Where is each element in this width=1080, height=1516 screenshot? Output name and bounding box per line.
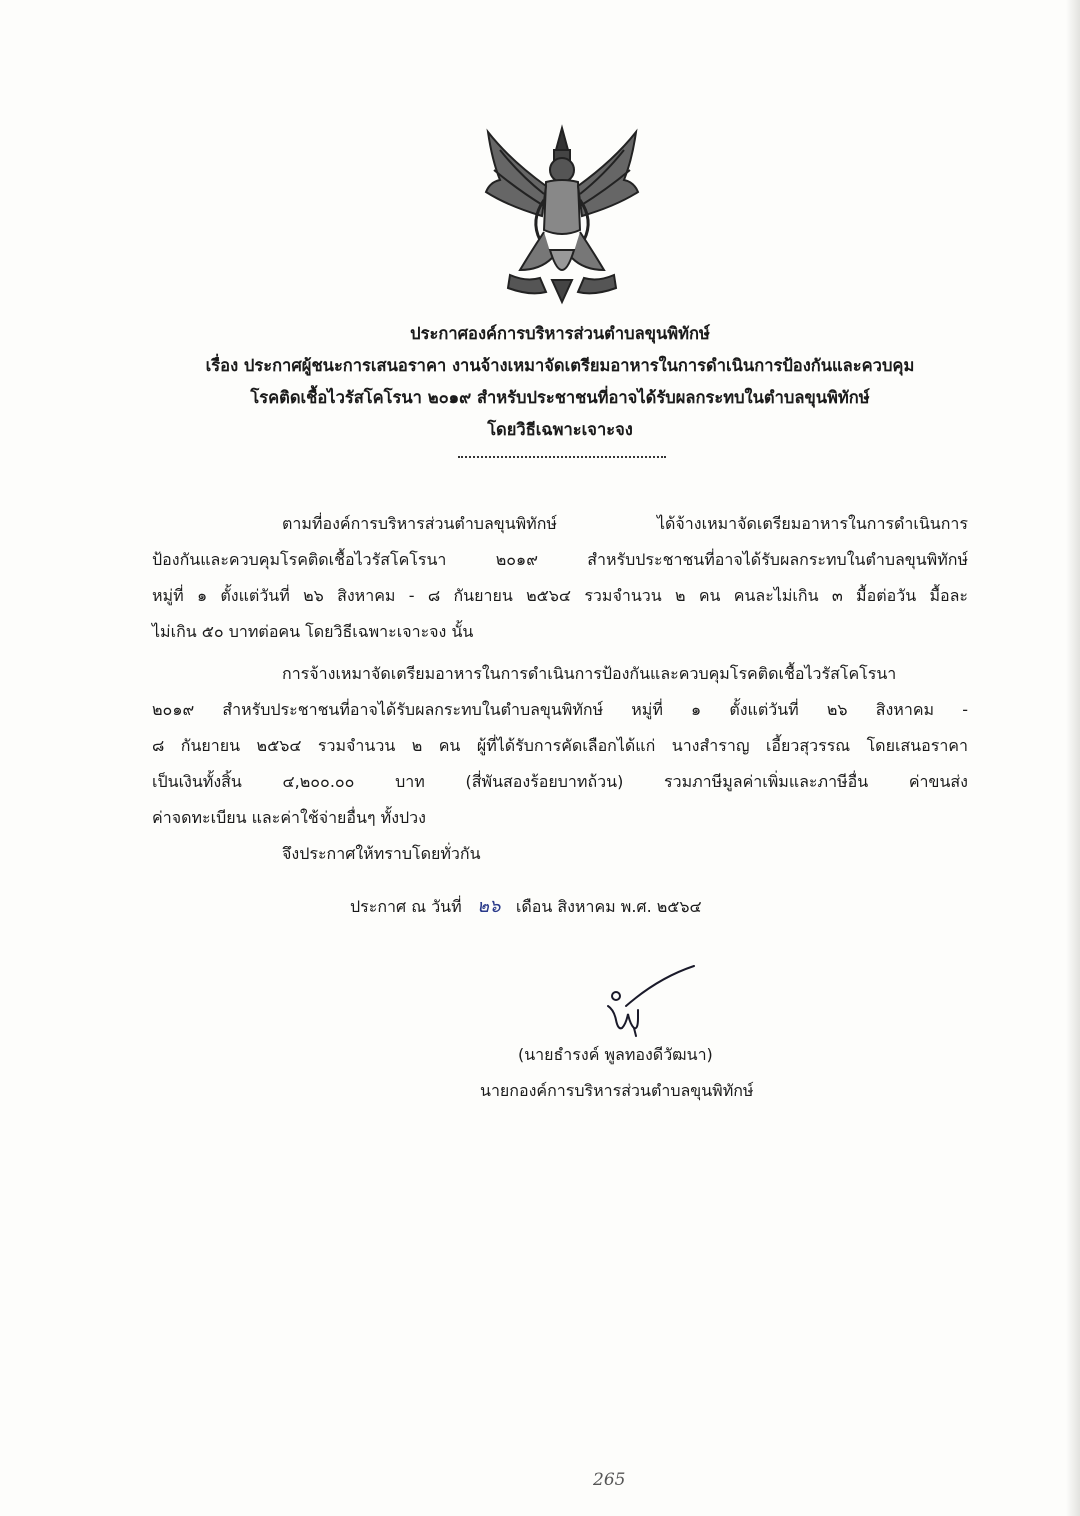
date-month-year: เดือน สิงหาคม พ.ศ. ๒๕๖๔ <box>515 897 702 916</box>
page-number: 265 <box>593 1470 626 1490</box>
paragraph-2 <box>152 656 968 836</box>
paragraph-1-line: หมู่ที่ ๑ ตั้งแต่วันที่ ๒๖ สิงหาคม - ๘ กันยายน ๒๕๖๔ รวมจำนวน ๒ คน คนละไม่เกิน ๓ มื้อต่อวัน มื้อละ <box>152 586 968 605</box>
signer-name: (นายธำรงค์ พูลทองดีวัฒนา) <box>518 1045 713 1064</box>
handwritten-signature <box>598 958 708 1038</box>
paragraph-1 <box>152 506 968 650</box>
date-prefix: ประกาศ ณ วันที่ <box>350 897 462 916</box>
subject-line-3: โดยวิธีเฉพาะเจาะจง <box>487 420 633 439</box>
paragraph-1-line: ป้องกันและควบคุมโรคติดเชื้อไวรัสโคโรนา ๒๐๑๙ สำหรับประชาชนที่อาจได้รับผลกระทบในตำบลขุนพิทักษ์ <box>152 550 968 569</box>
paragraph-2-line: เป็นเงินทั้งสิ้น ๔,๒๐๐.๐๐ บาท (สี่พันสองร้อยบาทถ้วน) รวมภาษีมูลค่าเพิ่มและภาษีอื่น ค่าขนส่ง <box>152 772 968 791</box>
paragraph-1-line: ตามที่องค์การบริหารส่วนตำบลขุนพิทักษ์ ได้จ้างเหมาจัดเตรียมอาหารในการดำเนินการ <box>282 514 968 533</box>
paragraph-1-line: ไม่เกิน ๕๐ บาทต่อคน โดยวิธีเฉพาะเจาะจง นั้น <box>152 622 474 641</box>
paragraph-2-line: ๒๐๑๙ สำหรับประชาชนที่อาจได้รับผลกระทบในตำบลขุนพิทักษ์ หมู่ที่ ๑ ตั้งแต่วันที่ ๒๖ สิงหาคม - <box>152 700 968 719</box>
announcement-date <box>350 891 708 923</box>
org-title: ประกาศองค์การบริหารส่วนตำบลขุนพิทักษ์ <box>410 324 710 343</box>
page-edge-shadow <box>1066 0 1080 1516</box>
handwritten-day: ๒๖ <box>477 896 501 917</box>
paragraph-2-line: ค่าจดทะเบียน และค่าใช้จ่ายอื่นๆ ทั้งปวง <box>152 808 426 827</box>
subject-line-2: โรคติดเชื้อไวรัสโคโรนา ๒๐๑๙ สำหรับประชาชนที่อาจได้รับผลกระทบในตำบลขุนพิทักษ์ <box>250 388 870 407</box>
subject-line-1: เรื่อง ประกาศผู้ชนะการเสนอราคา งานจ้างเหมาจัดเตรียมอาหารในการดำเนินการป้องกันและควบคุม <box>205 356 915 375</box>
signer-position: นายกองค์การบริหารส่วนตำบลขุนพิทักษ์ <box>480 1081 754 1100</box>
garuda-emblem-icon <box>480 120 645 305</box>
announcement-header <box>150 318 970 446</box>
paragraph-2-line: ๘ กันยายน ๒๕๖๔ รวมจำนวน ๒ คน ผู้ที่ได้รับการคัดเลือกได้แก่ นางสำราญ เอี้ยวสุวรรณ โดยเสนอราคา <box>152 736 968 755</box>
dotted-divider <box>458 456 666 458</box>
paragraph-2-line: การจ้างเหมาจัดเตรียมอาหารในการดำเนินการป้องกันและควบคุมโรคติดเชื้อไวรัสโคโรนา <box>282 664 897 683</box>
closing-statement: จึงประกาศให้ทราบโดยทั่วกัน <box>282 844 481 863</box>
